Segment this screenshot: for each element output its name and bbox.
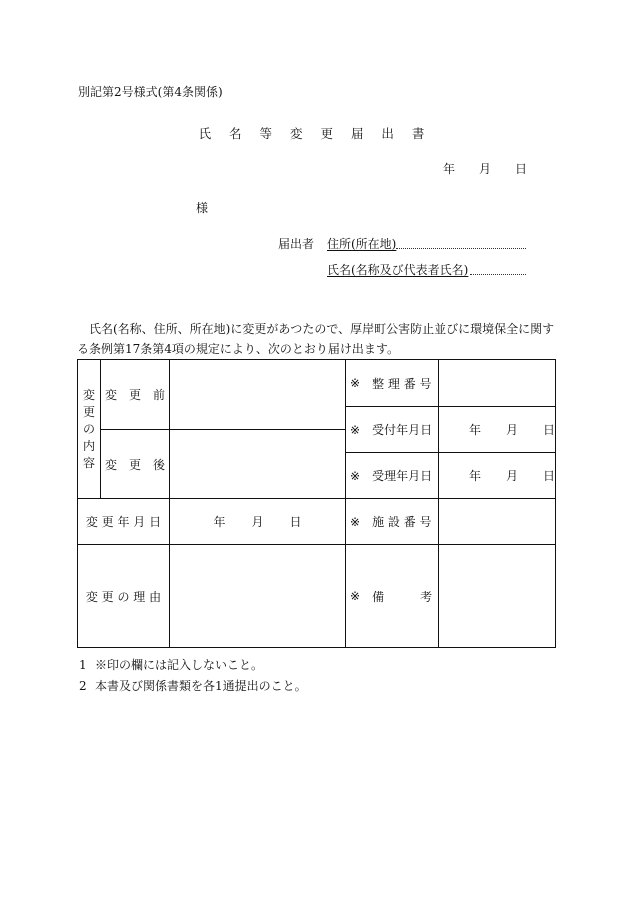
processed-date-field[interactable] [439, 453, 555, 498]
change-date-field[interactable] [170, 499, 345, 544]
change-date-day: 日 [289, 515, 302, 529]
official-use-mark: ※ [350, 514, 361, 529]
official-use-mark: ※ [350, 422, 361, 437]
remarks-label [346, 545, 438, 647]
note-text: 本書及び関係書類を各1通提出のこと。 [95, 679, 307, 693]
change-reason-label: 変 更 の 理 由 [85, 589, 162, 604]
note-item [79, 679, 307, 693]
change-content-char: 更 [82, 404, 95, 419]
body-line-2: る条例第17条第4項の規定により、次のとおり届け出ます。 [77, 342, 399, 356]
processed-date-year: 年 [469, 469, 482, 483]
change-content-char: の [82, 421, 95, 436]
form-number-label: 別記第2号様式(第4条関係) [78, 85, 223, 99]
processed-date-month: 月 [505, 469, 518, 483]
address-label: 住所(所在地) [327, 237, 397, 251]
received-date-text: 受付年月日 [372, 423, 433, 437]
before-change-label: 変 更 前 [104, 388, 165, 402]
change-content-label [78, 360, 100, 498]
note-number: 1 [79, 658, 87, 672]
submission-date [443, 160, 527, 177]
facility-number-field[interactable] [439, 499, 555, 544]
remarks-field[interactable] [439, 545, 555, 647]
addressee-suffix: 様 [196, 201, 209, 215]
change-content-char: 変 [82, 387, 95, 402]
official-use-mark: ※ [350, 589, 361, 603]
body-text [77, 319, 557, 359]
remarks-text: 備 考 [372, 589, 433, 604]
date-month: 月 [479, 162, 492, 176]
change-form-table [77, 359, 556, 648]
received-date-label [346, 407, 438, 452]
address-input-line[interactable] [396, 248, 526, 249]
facility-number-text: 施 設 番 号 [372, 515, 432, 529]
name-input-line[interactable] [470, 274, 526, 275]
official-use-mark: ※ [350, 468, 361, 483]
before-change-field[interactable] [170, 360, 345, 429]
date-year: 年 [443, 162, 456, 176]
serial-number-text: 整 理 番 号 [372, 376, 432, 391]
received-date-year: 年 [469, 423, 482, 437]
note-text: ※印の欄には記入しないこと。 [95, 658, 264, 672]
processed-date-label [346, 453, 438, 498]
change-date-year: 年 [213, 515, 226, 529]
processed-date-text: 受理年月日 [372, 469, 433, 483]
processed-date-day: 日 [542, 469, 555, 483]
serial-number-field[interactable] [439, 360, 555, 406]
after-change-label: 変 更 後 [104, 457, 165, 472]
document-title: 氏 名 等 変 更 届 出 書 [198, 126, 432, 141]
body-line-1: 氏名(名称、住所、所在地)に変更があつたので、厚岸町公害防止並びに環境保全に関す [89, 322, 555, 336]
change-reason-field[interactable] [170, 545, 345, 647]
received-date-field[interactable] [439, 407, 555, 452]
received-date-day: 日 [542, 423, 555, 437]
note-number: 2 [79, 679, 87, 693]
notifier-label: 届出者 [278, 237, 315, 251]
after-change-field[interactable] [170, 430, 345, 498]
official-use-mark: ※ [350, 376, 361, 390]
serial-number-label [346, 360, 438, 406]
change-date-label: 変 更 年 月 日 [85, 515, 162, 529]
facility-number-label [346, 499, 438, 544]
name-label: 氏名(名称及び代表者氏名) [327, 263, 469, 277]
change-content-char: 内 [82, 438, 95, 453]
note-item [79, 658, 263, 672]
date-day: 日 [515, 162, 528, 176]
change-content-char: 容 [82, 455, 95, 470]
received-date-month: 月 [505, 423, 518, 437]
change-date-month: 月 [251, 515, 264, 529]
